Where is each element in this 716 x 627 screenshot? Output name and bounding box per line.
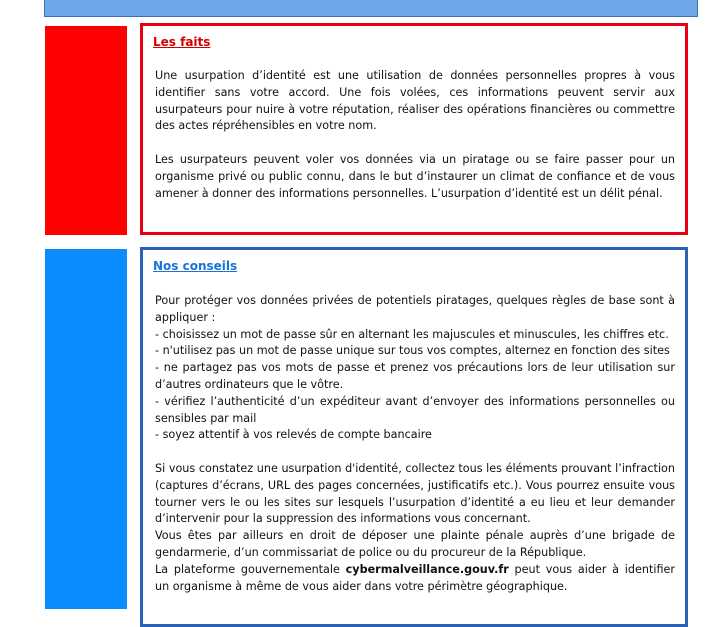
tip-item: - ne partagez pas vos mots de passe et prenez vos précautions lors de leur utilisation sur d’autres ordinateurs que le vôtre. xyxy=(155,361,675,391)
tip-item: - vérifiez l’authenticité d’un expéditeur avant d’envoyer des informations personnelles ou sensibles par mail xyxy=(155,394,675,425)
tip-item: - soyez attentif à vos relevés de compte bancaire xyxy=(155,428,432,442)
plateforme-text-before: La plateforme gouvernementale xyxy=(155,562,346,576)
top-banner xyxy=(44,0,698,17)
tip-item: - n'utilisez pas un mot de passe unique sur tous vos comptes, alternez en fonction des sites xyxy=(155,344,670,358)
conseils-title: Nos conseils xyxy=(153,259,238,273)
top-banner-text xyxy=(45,0,697,1)
conseils-card xyxy=(140,247,688,627)
faits-side-block xyxy=(45,26,127,235)
plateforme-text-after: peut vous aider à identifier un organisme à même de vous aider dans votre périmètre géographique. xyxy=(155,562,675,593)
conseils-plateforme-paragraph xyxy=(155,562,675,596)
faits-card xyxy=(140,23,688,235)
conseils-body xyxy=(155,293,675,595)
conseils-side-block xyxy=(45,249,127,609)
faits-paragraph-1: Une usurpation d’identité est une utilisation de données personnelles propres à vous identifier sans votre accord. Une fois volées, ces informations peuvent servir aux usurpateurs pour nuire à votre réputation, réaliser des opérations financières ou commettre des actes répréhensibles en votre nom. xyxy=(155,69,675,133)
faits-paragraph-2: Les usurpateurs peuvent voler vos données via un piratage ou se faire passer pour un organisme privé ou public connu, dans le but d’instaurer un climat de confiance et de vous amener à donner des informations personnelles. L’usurpation d’identité est un délit pénal. xyxy=(155,152,675,200)
tip-item: - choisissez un mot de passe sûr en alternant les majuscules et minuscules, les chiffres etc. xyxy=(155,327,669,341)
faits-body xyxy=(155,68,675,202)
conseils-constat-paragraph: Si vous constatez une usurpation d'identité, collectez tous les éléments prouvant l’infraction (captures d’écrans, URL des pages concernées, justificatifs etc.). Vous pourrez ensuite vous tourner vers le ou les sites sur lesquels l’usurpation d’identité a eu lieu et leur demander d’intervenir pour la suppression des informations vous concernant. xyxy=(155,461,675,526)
conseils-intro: Pour protéger vos données privées de potentiels piratages, quelques règles de base sont à appliquer : xyxy=(155,294,675,324)
cybermalveillance-link[interactable]: cybermalveillance.gouv.fr xyxy=(345,562,509,576)
conseils-plainte-paragraph: Vous êtes par ailleurs en droit de déposer une plainte pénale auprès d’une brigade de gendarmerie, d’un commissariat de police ou du procureur de la République. xyxy=(155,529,675,559)
faits-title: Les faits xyxy=(153,35,211,49)
